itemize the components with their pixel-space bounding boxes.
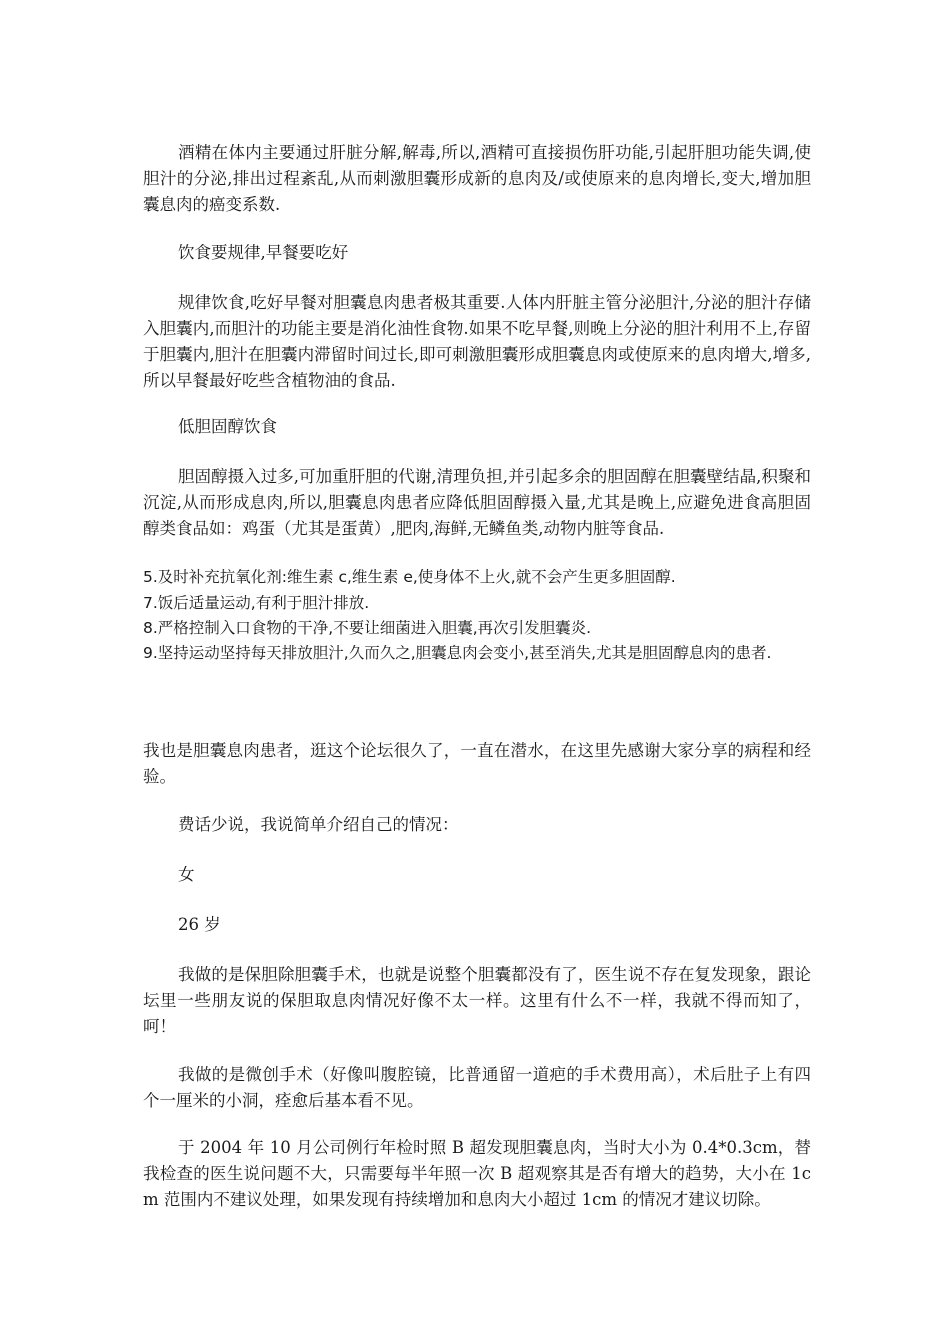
paragraph-age: 26 岁 xyxy=(178,915,221,934)
paragraph-gender: 女 xyxy=(178,865,195,884)
paragraph-cholesterol: 胆固醇摄入过多,可加重肝胆的代谢,清理负担,并引起多余的胆固醇在胆囊壁结晶,积聚和沉淀,从而形成息肉,所以,胆囊息肉患者应降低胆固醇摄入量,尤其是晚上,应避免进食高胆固醇类食品如：鸡蛋（尤其是蛋黄）,肥肉,海鲜,无鳞鱼类,动物内脏等食品. xyxy=(143,467,811,538)
heading-low-cholesterol: 低胆固醇饮食 xyxy=(178,417,277,436)
list-item-5: 5.及时补充抗氧化剂:维生素 c,维生素 e,使身体不上火,就不会产生更多胆固醇. xyxy=(143,568,676,586)
list-item-9: 9.坚持运动坚持每天排放胆汁,久而久之,胆囊息肉会变小,甚至消失,尤其是胆固醇息肉的患者. xyxy=(143,644,772,662)
paragraph-surgery: 我做的是保胆除胆囊手术，也就是说整个胆囊都没有了，医生说不存在复发现象，跟论坛里一些朋友说的保胆取息肉情况好像不太一样。这里有什么不一样，我就不得而知了，呵！ xyxy=(143,965,811,1036)
paragraph-summary: 费话少说，我说简单介绍自己的情况： xyxy=(178,815,459,834)
list-item-8: 8.严格控制入口食物的干净,不要让细菌进入胆囊,再次引发胆囊炎. xyxy=(143,619,592,637)
paragraph-intro: 我也是胆囊息肉患者，逛这个论坛很久了，一直在潜水，在这里先感谢大家分享的病程和经验。 xyxy=(143,741,811,786)
paragraph-alcohol: 酒精在体内主要通过肝脏分解,解毒,所以,酒精可直接损伤肝功能,引起肝胆功能失调,使胆汁的分泌,排出过程紊乱,从而刺激胆囊形成新的息肉及/或使原来的息肉增长,变大,增加胆囊息肉的癌变系数. xyxy=(143,143,811,214)
paragraph-breakfast: 规律饮食,吃好早餐对胆囊息肉患者极其重要.人体内肝脏主管分泌胆汁,分泌的胆汁存储入胆囊内,而胆汁的功能主要是消化油性食物.如果不吃早餐,则晚上分泌的胆汁利用不上,存留于胆囊内,胆汁在胆囊内滞留时间过长,即可刺激胆囊形成胆囊息肉或使原来的息肉增大,增多,所以早餐最好吃些含植物油的食品. xyxy=(143,293,811,390)
paragraph-minimally-invasive: 我做的是微创手术（好像叫腹腔镜，比普通留一道疤的手术费用高），术后肚子上有四个一厘米的小洞，痊愈后基本看不见。 xyxy=(143,1065,811,1110)
list-item-7: 7.饭后适量运动,有利于胆汁排放. xyxy=(143,594,370,612)
paragraph-history: 于 2004 年 10 月公司例行年检时照 B 超发现胆囊息肉，当时大小为 0.4*0.3cm，替我检查的医生说问题不大，只需要每半年照一次 B 超观察其是否有增大的趋势，大小在 1cm 范围内不建议处理，如果发现有持续增加和息肉大小超过 1cm 的情况才建议切除。 xyxy=(143,1138,811,1209)
heading-regular-diet: 饮食要规律,早餐要吃好 xyxy=(178,243,349,262)
